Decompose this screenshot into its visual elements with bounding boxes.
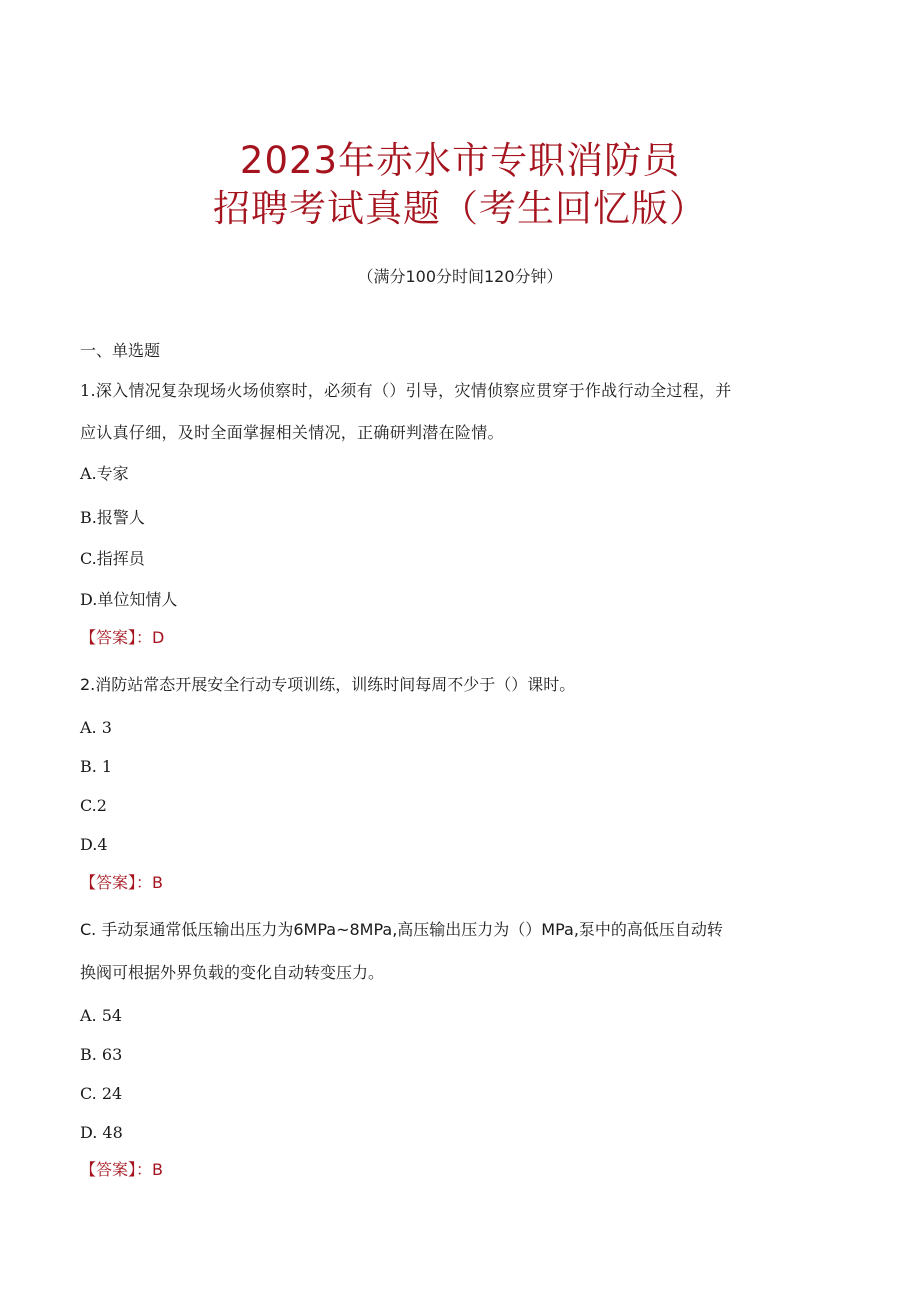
answer-value: B: [152, 873, 163, 892]
question-1-text-line1: 1.深入情况复杂现场火场侦察时，必须有（）引导，灾情侦察应贯穿于作战行动全过程，并: [80, 381, 732, 400]
answer-label: 【答案】：: [80, 873, 153, 892]
question-2-text: 2.消防站常态开展安全行动专项训练，训练时间每周不少于（）课时。: [80, 675, 576, 694]
answer-value: B: [152, 1160, 163, 1179]
question-1-answer: [80, 630, 164, 646]
question-3-option-a: A. 54: [80, 1006, 123, 1025]
question-1-text-line2: 应认真仔细，及时全面掌握相关情况，正确研判潜在险情。: [80, 423, 504, 442]
question-2-option-d: D.4: [80, 835, 108, 854]
document-title-line2: 招聘考试真题（考生回忆版）: [213, 187, 707, 230]
question-2-answer: [80, 875, 163, 891]
answer-value: D: [152, 628, 165, 647]
question-3-option-b: B. 63: [80, 1045, 123, 1064]
question-2-option-a: A. 3: [80, 718, 112, 737]
question-1-option-a: A.专家: [80, 464, 129, 483]
question-1-option-d: D.单位知情人: [80, 590, 178, 609]
document-title-line1: 2023年赤水市专职消防员: [239, 139, 681, 182]
answer-label: 【答案】：: [80, 1160, 153, 1179]
question-3-text-line1: C. 手动泵通常低压输出压力为6MPa~8MPa,高压输出压力为（）MPa,泵中的高低压自动转: [80, 920, 723, 939]
question-2-option-b: B. 1: [80, 757, 113, 776]
answer-label: 【答案】：: [80, 628, 153, 647]
question-3-text-line2: 换阀可根据外界负载的变化自动转变压力。: [80, 963, 385, 982]
section-heading: 一、单选题: [80, 341, 161, 360]
question-3-answer: [80, 1162, 163, 1178]
question-2-option-c: C.2: [80, 796, 107, 815]
question-1-option-c: C.指挥员: [80, 549, 145, 568]
question-3-option-c: C. 24: [80, 1084, 123, 1103]
question-3-option-d: D. 48: [80, 1123, 123, 1142]
exam-info: （满分100分时间120分钟）: [357, 267, 563, 286]
question-1-option-b: B.报警人: [80, 508, 145, 527]
